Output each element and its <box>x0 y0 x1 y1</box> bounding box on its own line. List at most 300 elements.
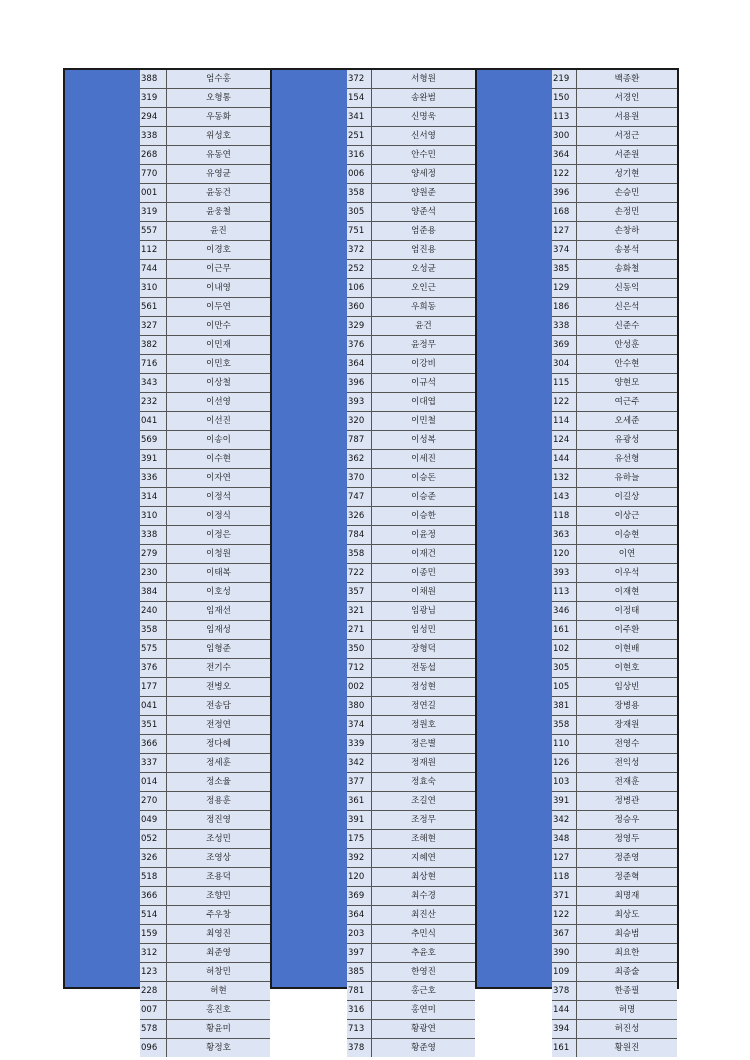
name-cell: 이강비 <box>411 359 436 369</box>
table-row <box>552 583 677 602</box>
id-suffix-cell: 351 <box>140 716 167 734</box>
id-suffix-cell: 397 <box>347 944 372 962</box>
table-row <box>552 507 677 526</box>
name-cell: 이승한 <box>411 511 436 521</box>
id-suffix-cell: 007 <box>140 1001 167 1019</box>
table-row <box>552 697 677 716</box>
id-suffix-cell: 270 <box>140 792 167 810</box>
table-row <box>347 811 475 830</box>
name-cell: 백종환 <box>614 74 640 84</box>
id-suffix-cell: 186 <box>552 298 577 316</box>
name-cell: 이현호 <box>614 663 640 673</box>
id-suffix-cell: 159 <box>140 925 167 943</box>
table-row <box>140 944 270 963</box>
table-row <box>552 355 677 374</box>
name-cell: 전정연 <box>206 720 231 730</box>
id-suffix-cell: 336 <box>140 469 167 487</box>
table-row <box>140 735 270 754</box>
id-suffix-cell: 251 <box>347 127 372 145</box>
name-cell: 황윤미 <box>206 1024 231 1034</box>
table-row <box>552 602 677 621</box>
table-row <box>140 165 270 184</box>
id-suffix-cell: 132 <box>552 469 577 487</box>
name-cell: 유동연 <box>206 150 231 160</box>
id-suffix-cell: 751 <box>347 222 372 240</box>
id-suffix-cell: 341 <box>347 108 372 126</box>
table-row <box>552 336 677 355</box>
name-cell: 전재훈 <box>614 777 640 787</box>
table-row <box>140 70 270 89</box>
name-cell: 유광성 <box>614 435 640 445</box>
id-suffix-cell: 747 <box>347 488 372 506</box>
name-cell: 이승현 <box>614 530 640 540</box>
name-cell: 이경호 <box>206 245 231 255</box>
table-row <box>552 963 677 982</box>
table-row <box>347 279 475 298</box>
name-cell: 이재건 <box>411 549 436 559</box>
table-row <box>347 621 475 640</box>
id-suffix-cell: 316 <box>347 146 372 164</box>
name-cell: 임형준 <box>206 644 231 654</box>
name-cell: 안성훈 <box>614 340 640 350</box>
name-cell: 이세진 <box>411 454 436 464</box>
id-suffix-cell: 294 <box>140 108 167 126</box>
id-suffix-cell: 314 <box>140 488 167 506</box>
id-suffix-cell: 144 <box>552 450 577 468</box>
redaction-block <box>65 70 140 987</box>
table-row <box>140 849 270 868</box>
name-cell: 신서영 <box>411 131 436 141</box>
table-row <box>552 1020 677 1039</box>
table-row <box>347 374 475 393</box>
id-suffix-cell: 337 <box>140 754 167 772</box>
table-row <box>552 849 677 868</box>
id-suffix-cell: 374 <box>347 716 372 734</box>
id-suffix-cell: 150 <box>552 89 577 107</box>
name-cell: 이정은 <box>206 530 231 540</box>
table-row <box>347 1001 475 1020</box>
name-cell: 최명재 <box>614 891 640 901</box>
name-cell: 임재선 <box>206 606 231 616</box>
id-suffix-cell: 049 <box>140 811 167 829</box>
table-row <box>140 469 270 488</box>
column-rows <box>140 70 270 1053</box>
table-row <box>140 773 270 792</box>
id-suffix-cell: 381 <box>552 697 577 715</box>
table-row <box>347 697 475 716</box>
table-row <box>552 716 677 735</box>
name-cell: 이종민 <box>411 568 436 578</box>
name-cell: 오성균 <box>411 264 436 274</box>
name-cell: 이윤정 <box>411 530 436 540</box>
name-cell: 최영진 <box>206 929 231 939</box>
name-cell: 최상도 <box>614 910 640 920</box>
id-suffix-cell: 203 <box>347 925 372 943</box>
name-cell: 이규석 <box>411 378 436 388</box>
id-suffix-cell: 120 <box>347 868 372 886</box>
name-cell: 정진영 <box>206 815 231 825</box>
name-cell: 조길연 <box>411 796 436 806</box>
table-row <box>347 792 475 811</box>
table-row <box>347 583 475 602</box>
table-row <box>347 849 475 868</box>
table-row <box>347 659 475 678</box>
table-row <box>552 89 677 108</box>
id-suffix-cell: 394 <box>552 1020 577 1038</box>
name-cell: 송완범 <box>411 93 436 103</box>
name-cell: 이호성 <box>206 587 231 597</box>
table-row <box>140 887 270 906</box>
name-cell: 홍진호 <box>206 1005 231 1015</box>
table-row <box>140 583 270 602</box>
table-row <box>140 260 270 279</box>
id-suffix-cell: 388 <box>140 70 167 88</box>
id-suffix-cell: 113 <box>552 583 577 601</box>
id-suffix-cell: 122 <box>552 906 577 924</box>
name-cell: 윤건 <box>415 321 432 331</box>
id-suffix-cell: 329 <box>347 317 372 335</box>
table-row <box>552 222 677 241</box>
name-cell: 이태복 <box>206 568 231 578</box>
id-suffix-cell: 124 <box>552 431 577 449</box>
table-row <box>140 393 270 412</box>
table-row <box>347 925 475 944</box>
name-cell: 황광연 <box>411 1024 436 1034</box>
id-suffix-cell: 369 <box>552 336 577 354</box>
name-cell: 오인근 <box>411 283 436 293</box>
table-row <box>552 279 677 298</box>
id-suffix-cell: 109 <box>552 963 577 981</box>
table-row <box>552 830 677 849</box>
table-row <box>347 431 475 450</box>
id-suffix-cell: 518 <box>140 868 167 886</box>
id-suffix-cell: 787 <box>347 431 372 449</box>
table-row <box>552 108 677 127</box>
id-suffix-cell: 268 <box>140 146 167 164</box>
name-cell: 이정석 <box>206 492 231 502</box>
name-cell: 정다혜 <box>206 739 231 749</box>
name-cell: 조영상 <box>206 853 231 863</box>
name-cell: 조해현 <box>411 834 436 844</box>
name-cell: 정영두 <box>614 834 640 844</box>
id-suffix-cell: 358 <box>552 716 577 734</box>
name-cell: 엄준용 <box>411 226 436 236</box>
name-cell: 한종필 <box>614 986 640 996</box>
name-cell: 송봉석 <box>614 245 640 255</box>
table-row <box>347 241 475 260</box>
name-cell: 임재성 <box>206 625 231 635</box>
table-column-1 <box>65 70 270 1053</box>
name-cell: 양원준 <box>411 188 436 198</box>
name-cell: 오형통 <box>206 93 231 103</box>
table-row <box>552 317 677 336</box>
name-cell: 최승범 <box>614 929 640 939</box>
table-row <box>347 982 475 1001</box>
table-row <box>140 279 270 298</box>
id-suffix-cell: 378 <box>347 1039 372 1057</box>
id-suffix-cell: 271 <box>347 621 372 639</box>
id-suffix-cell: 319 <box>140 203 167 221</box>
name-cell: 정은별 <box>411 739 436 749</box>
table-row <box>347 355 475 374</box>
table-row <box>140 716 270 735</box>
table-row <box>140 336 270 355</box>
id-suffix-cell: 326 <box>140 849 167 867</box>
id-suffix-cell: 118 <box>552 868 577 886</box>
id-suffix-cell: 364 <box>552 146 577 164</box>
table-row <box>552 165 677 184</box>
name-cell: 정소율 <box>206 777 231 787</box>
id-suffix-cell: 316 <box>347 1001 372 1019</box>
name-cell: 임광님 <box>411 606 436 616</box>
name-cell: 조용덕 <box>206 872 231 882</box>
table-row <box>347 222 475 241</box>
name-cell: 최수경 <box>411 891 436 901</box>
id-suffix-cell: 240 <box>140 602 167 620</box>
id-suffix-cell: 372 <box>347 241 372 259</box>
id-suffix-cell: 391 <box>552 792 577 810</box>
id-suffix-cell: 127 <box>552 849 577 867</box>
table-row <box>552 526 677 545</box>
id-suffix-cell: 106 <box>347 279 372 297</box>
id-suffix-cell: 376 <box>140 659 167 677</box>
table-row <box>552 1001 677 1020</box>
table-row <box>140 298 270 317</box>
table-row <box>552 640 677 659</box>
name-cell: 신은석 <box>614 302 640 312</box>
name-cell: 이재현 <box>614 587 640 597</box>
id-suffix-cell: 310 <box>140 507 167 525</box>
name-cell: 정준영 <box>614 853 640 863</box>
name-cell: 이길상 <box>614 492 640 502</box>
id-suffix-cell: 390 <box>552 944 577 962</box>
table-row <box>552 469 677 488</box>
id-suffix-cell: 361 <box>347 792 372 810</box>
name-cell: 우희동 <box>411 302 436 312</box>
name-cell: 이상근 <box>614 511 640 521</box>
name-cell: 장재원 <box>614 720 640 730</box>
name-cell: 전송담 <box>206 701 231 711</box>
id-suffix-cell: 343 <box>140 374 167 392</box>
name-cell: 이선영 <box>206 397 231 407</box>
table-row <box>347 70 475 89</box>
name-cell: 오세준 <box>614 416 640 426</box>
table-row <box>347 165 475 184</box>
table-row <box>347 108 475 127</box>
name-cell: 이자연 <box>206 473 231 483</box>
id-suffix-cell: 230 <box>140 564 167 582</box>
name-cell: 이채원 <box>411 587 436 597</box>
table-row <box>552 184 677 203</box>
table-row <box>552 431 677 450</box>
table-row <box>552 887 677 906</box>
id-suffix-cell: 041 <box>140 412 167 430</box>
name-cell: 정준혁 <box>614 872 640 882</box>
name-cell: 이승돈 <box>411 473 436 483</box>
name-cell: 홍연미 <box>411 1005 436 1015</box>
id-suffix-cell: 338 <box>140 526 167 544</box>
id-suffix-cell: 114 <box>552 412 577 430</box>
id-suffix-cell: 393 <box>347 393 372 411</box>
table-row <box>140 640 270 659</box>
id-suffix-cell: 366 <box>140 887 167 905</box>
id-suffix-cell: 382 <box>140 336 167 354</box>
table-row <box>140 507 270 526</box>
name-cell: 임성민 <box>411 625 436 635</box>
id-suffix-cell: 770 <box>140 165 167 183</box>
id-suffix-cell: 358 <box>347 184 372 202</box>
id-suffix-cell: 122 <box>552 165 577 183</box>
table-row <box>552 811 677 830</box>
table-row <box>347 184 475 203</box>
table-row <box>140 450 270 469</box>
id-suffix-cell: 346 <box>552 602 577 620</box>
id-suffix-cell: 120 <box>552 545 577 563</box>
name-cell: 정세훈 <box>206 758 231 768</box>
table-row <box>347 507 475 526</box>
table-row <box>552 146 677 165</box>
id-suffix-cell: 161 <box>552 1039 577 1057</box>
name-cell: 이내영 <box>206 283 231 293</box>
table-row <box>140 374 270 393</box>
id-suffix-cell: 712 <box>347 659 372 677</box>
table-row <box>347 773 475 792</box>
name-cell: 안수현 <box>614 359 640 369</box>
column-rows <box>347 70 475 1053</box>
name-cell: 신준수 <box>614 321 640 331</box>
name-cell: 송화철 <box>614 264 640 274</box>
name-cell: 이성복 <box>411 435 436 445</box>
id-suffix-cell: 372 <box>347 70 372 88</box>
id-suffix-cell: 327 <box>140 317 167 335</box>
name-cell: 여근주 <box>614 397 640 407</box>
table-row <box>347 716 475 735</box>
id-suffix-cell: 338 <box>140 127 167 145</box>
id-suffix-cell: 143 <box>552 488 577 506</box>
table-row <box>552 374 677 393</box>
table-row <box>347 298 475 317</box>
table-row <box>140 868 270 887</box>
id-suffix-cell: 396 <box>347 374 372 392</box>
name-cell: 최준영 <box>206 948 231 958</box>
name-cell: 추윤호 <box>411 948 436 958</box>
table-row <box>140 355 270 374</box>
id-suffix-cell: 358 <box>347 545 372 563</box>
id-suffix-cell: 122 <box>552 393 577 411</box>
id-suffix-cell: 168 <box>552 203 577 221</box>
table-row <box>347 868 475 887</box>
id-suffix-cell: 014 <box>140 773 167 791</box>
id-suffix-cell: 392 <box>347 849 372 867</box>
id-suffix-cell: 781 <box>347 982 372 1000</box>
name-list-table <box>63 68 679 1053</box>
table-row <box>347 89 475 108</box>
table-row <box>552 412 677 431</box>
id-suffix-cell: 557 <box>140 222 167 240</box>
table-row <box>347 944 475 963</box>
id-suffix-cell: 177 <box>140 678 167 696</box>
id-suffix-cell: 305 <box>347 203 372 221</box>
name-cell: 황정호 <box>206 1043 231 1053</box>
name-cell: 정연길 <box>411 701 436 711</box>
name-cell: 이현배 <box>614 644 640 654</box>
id-suffix-cell: 112 <box>140 241 167 259</box>
id-suffix-cell: 161 <box>552 621 577 639</box>
id-suffix-cell: 123 <box>140 963 167 981</box>
name-cell: 이두연 <box>206 302 231 312</box>
name-cell: 이송이 <box>206 435 231 445</box>
name-cell: 안수민 <box>411 150 436 160</box>
id-suffix-cell: 118 <box>552 507 577 525</box>
id-suffix-cell: 569 <box>140 431 167 449</box>
table-row <box>347 1020 475 1039</box>
name-cell: 윤동건 <box>206 188 231 198</box>
table-row <box>347 526 475 545</box>
name-cell: 전익성 <box>614 758 640 768</box>
name-cell: 최상현 <box>411 872 436 882</box>
name-cell: 조향민 <box>206 891 231 901</box>
table-row <box>347 602 475 621</box>
name-cell: 정성현 <box>411 682 436 692</box>
id-suffix-cell: 384 <box>140 583 167 601</box>
table-row <box>347 887 475 906</box>
id-suffix-cell: 364 <box>347 355 372 373</box>
table-row <box>552 1039 677 1057</box>
id-suffix-cell: 366 <box>140 735 167 753</box>
name-cell: 이선진 <box>206 416 231 426</box>
table-row <box>347 488 475 507</box>
id-suffix-cell: 319 <box>140 89 167 107</box>
name-cell: 한영진 <box>411 967 436 977</box>
id-suffix-cell: 154 <box>347 89 372 107</box>
id-suffix-cell: 380 <box>347 697 372 715</box>
name-cell: 유영균 <box>206 169 231 179</box>
name-cell: 윤진 <box>210 226 227 236</box>
id-suffix-cell: 279 <box>140 545 167 563</box>
table-row <box>347 469 475 488</box>
table-row <box>347 317 475 336</box>
id-suffix-cell: 105 <box>552 678 577 696</box>
name-cell: 이승준 <box>411 492 436 502</box>
name-cell: 최요한 <box>614 948 640 958</box>
id-suffix-cell: 391 <box>347 811 372 829</box>
id-suffix-cell: 001 <box>140 184 167 202</box>
table-row <box>552 298 677 317</box>
id-suffix-cell: 326 <box>347 507 372 525</box>
id-suffix-cell: 393 <box>552 564 577 582</box>
table-row <box>347 830 475 849</box>
name-cell: 신동익 <box>614 283 640 293</box>
id-suffix-cell: 363 <box>552 526 577 544</box>
name-cell: 전동섭 <box>411 663 436 673</box>
id-suffix-cell: 110 <box>552 735 577 753</box>
id-suffix-cell: 376 <box>347 336 372 354</box>
name-cell: 추민식 <box>411 929 436 939</box>
table-row <box>552 754 677 773</box>
table-row <box>347 640 475 659</box>
name-cell: 손정민 <box>614 207 640 217</box>
id-suffix-cell: 310 <box>140 279 167 297</box>
name-cell: 유하늘 <box>614 473 640 483</box>
id-suffix-cell: 320 <box>347 412 372 430</box>
name-cell: 이정태 <box>614 606 640 616</box>
name-cell: 조성민 <box>206 834 231 844</box>
id-suffix-cell: 358 <box>140 621 167 639</box>
id-suffix-cell: 713 <box>347 1020 372 1038</box>
table-row <box>552 203 677 222</box>
id-suffix-cell: 364 <box>347 906 372 924</box>
id-suffix-cell: 339 <box>347 735 372 753</box>
